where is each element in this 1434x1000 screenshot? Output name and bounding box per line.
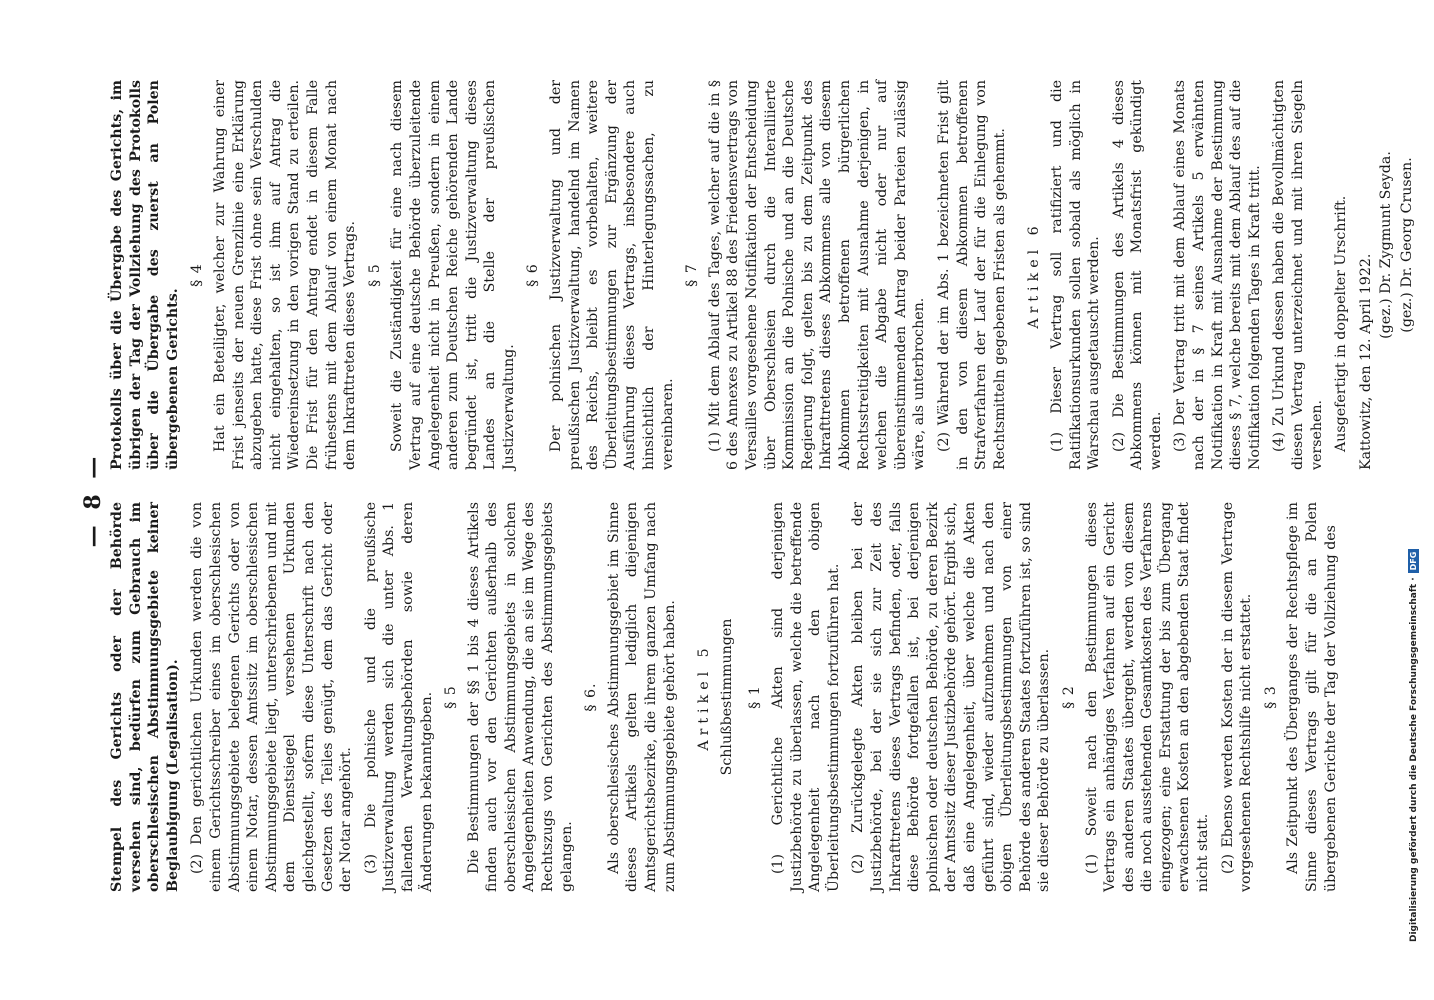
- section-heading: § 3: [1262, 685, 1279, 709]
- page-number: — 8 —: [80, 452, 106, 548]
- dfg-logo-badge: DFG: [1408, 549, 1419, 574]
- paragraph: Soweit die Zuständigkeit für eine nach diesem Vertrag auf eine deutsche Behörde überzuleitende Angelegenheit nicht in Preußen, sondern in einem anderen zum Deutschen Reiche gehörenden Lande begründet ist, tritt die Justizverwaltung dieses Landes an die Stelle der preußischen Justizverwaltung.: [389, 80, 517, 470]
- paragraph: (2) Zurückgelegte Akten bleiben bei der Justizbehörde, bei der sie sich zur Zeit des Inkrafttretens dieses Vertrags befinden, oder, falls diese Behörde fortgefallen ist, bei derjenigen polnischen oder deutschen Behörde, zu deren Bezirk der Amtssitz dieser Justizbehörde gehört. Ergibt sich, daß eine Angelegenheit, über welche die Akten geführt sind, wieder aufzunehmen und nach den obigen Überleitungsbestimmungen von einer Behörde des anderen Staates fortzuführen ist, so sind sie dieser Behörde zu überlassen.: [850, 502, 1053, 892]
- paragraph: (3) Der Vertrag tritt mit dem Ablauf eines Monats nach der in § 7 seines Artikels 5 erwähnten Notifikation in Kraft mit Ausnahme der Bestimmung dieses § 7, welche bereits mit dem Ablauf des auf die Notifikation folgenden Tages in Kraft tritt.: [1172, 80, 1263, 470]
- place-date: Kattowitz, den 12. April 1922.: [1357, 253, 1374, 470]
- signature-seyda: (gez.) Dr. Zygmunt Seyda.: [1378, 151, 1395, 339]
- section-heading: § 2: [1060, 685, 1077, 709]
- paragraph: (1) Gerichtliche Akten sind derjenigen Justizbehörde zu überlassen, welche die betreffende Angelegenheit nach den obigen Überleitungsbestimmungen fortzuführen hat.: [770, 502, 842, 892]
- paragraph: (3) Die polnische und die preußische Justizverwaltung werden sich die unter Abs. 1 fallenden Verwaltungsbehörden sowie deren Änderungen bekanntgeben.: [362, 502, 435, 892]
- article-subheading: Schlußbestimmungen: [718, 618, 735, 776]
- paragraph: (1) Mit dem Ablauf des Tages, welcher auf die in § 6 des Annexes zu Artikel 88 des Friedensvertrags von Versailles vorgesehene Notifikation der Entscheidung über Oberschlesien durch die Interalliierte Kommission an die Polnische und an die Deutsche Regierung folgt, gelten bis zu dem Zeitpunkt des Inkrafttretens dieses Abkommens alle von diesem Abkommen betroffenen bürgerlichen Rechtsstreitigkeiten mit Ausnahme derjenigen, in welchen die Abgabe nicht oder nur auf übereinstimmenden Antrag beider Parteien zulässig wäre, als unterbrochen.: [706, 80, 928, 470]
- paragraph: Hat ein Beteiligter, welcher zur Wahrung einer Frist jenseits der neuen Grenzlinie eine Erklärung abzugeben hatte, diese Frist ohne sein Verschulden nicht eingehalten, so ist ihm auf Antrag die Wiedereinsetzung in den vorigen Stand zu erteilen. Die Frist für den Antrag endet in diesem Falle frühestens mit dem Ablauf von einem Monat nach dem Inkrafttreten dieses Vertrags.: [211, 80, 359, 470]
- digitization-note-text: Digitalisierung gefördert durch die Deutsche Forschungsgemeinschaft ·: [1409, 577, 1419, 942]
- paragraph: (2) Ebenso werden Kosten der in diesem Vertrage vorgesehenen Rechtshilfe nicht erstattet.: [1219, 502, 1255, 892]
- section-heading: § 5: [443, 685, 460, 709]
- paragraph: (2) Die Bestimmungen des Artikels 4 dieses Abkommens können mit Monatsfrist gekündigt werden.: [1110, 80, 1164, 470]
- section-heading: § 6: [525, 263, 542, 287]
- right-column: [108, 80, 1415, 470]
- paragraph: (4) Zu Urkund dessen haben die Bevollmächtigten diesen Vertrag unterzeichnet und mit ihren Siegeln versehen.: [1271, 80, 1325, 470]
- left-column: [108, 502, 1339, 892]
- paragraph: Die Bestimmungen der §§ 1 bis 4 dieses Artikels finden auch vor den Gerichten außerhalb des oberschlesischen Abstimmungsgebiets in solchen Angelegenheiten Anwendung, die an sie im Wege des Rechtszugs von Gerichten des Abstimmungsgebiets gelangen.: [465, 502, 575, 892]
- paragraph: Protokolls über die Übergabe des Gerichts, im übrigen der Tag der Vollziehung des Protokolls über die Übergabe des zuerst an Polen übergebenen Gerichts.: [109, 80, 181, 470]
- execution-note: Ausgefertigt in doppelter Urschrift.: [1333, 195, 1350, 452]
- section-heading: § 7: [684, 263, 701, 287]
- digitization-note: [1408, 42, 1419, 942]
- paragraph: Als oberschlesisches Abstimmungsgebiet im Sinne dieses Artikels gelten lediglich diejenigen Amtsgerichtsbezirke, die ihrem ganzen Umfang nach zum Abstimmungsgebiete gehört haben.: [605, 502, 678, 892]
- paragraph: Der polnischen Justizverwaltung und der preußischen Justizverwaltung, handelnd im Namen des Reichs, bleibt es vorbehalten, weitere Überleitungsbestimmungen zur Ergänzung der Ausführung dieses Vertrags, insbesondere auch hinsichtlich der Hinterlegungssachen, zu vereinbaren.: [548, 80, 676, 470]
- section-heading: § 4: [189, 263, 206, 287]
- section-heading: § 5: [366, 263, 383, 287]
- section-heading: § 1: [747, 685, 764, 709]
- signature-crusen: (gez.) Dr. Georg Crusen.: [1399, 157, 1415, 333]
- paragraph: Stempel des Gerichts oder der Behörde versehen sind, bedürfen zum Gebrauch im oberschlesischen Abstimmungsgebiete keiner Beglaubigung (Legalisation).: [109, 502, 181, 892]
- paragraph: Als Zeitpunkt des Überganges der Rechtspflege im Sinne dieses Vertrags gilt für die an Polen übergebenen Gerichte der Tag der Vollziehung des: [1285, 502, 1339, 892]
- paragraph: (1) Dieser Vertrag soll ratifiziert und die Ratifikationsurkunden sollen sobald als möglich in Warschau ausgetauscht werden.: [1048, 80, 1103, 470]
- paragraph: (2) Den gerichtlichen Urkunden werden die von einem Gerichtsschreiber eines im oberschlesischen Abstimmungsgebiete belegenen Gerichts oder von einem Notar, dessen Amtssitz im oberschlesischen Abstimmungsgebiete liegt, unterschriebenen und mit dem Dienstsiegel versehenen Urkunden gleichgestellt, sofern diese Unterschrift nach den Gesetzen des Teiles genügt, dem das Gericht oder der Notar angehört.: [189, 502, 355, 892]
- paragraph: (2) Während der im Abs. 1 bezeichneten Frist gilt in den von diesem Abkommen betroffenen Strafverfahren der Lauf der für die Einlegung von Rechtsmitteln gegebenen Fristen als gehemmt.: [935, 80, 1008, 470]
- paragraph: (1) Soweit nach den Bestimmungen dieses Vertrags ein anhängiges Verfahren auf ein Gericht des anderen Staates übergeht, werden von diesem die noch ausstehenden Gesamtkosten des Verfahrens eingezogen; eine Erstattung der bis zum Übergang erwachsenen Kosten an den abgebenden Staat findet nicht statt.: [1083, 502, 1212, 892]
- section-heading: § 6.: [583, 682, 600, 712]
- article-heading: Artikel 6: [1026, 221, 1043, 329]
- article-heading: Artikel 5: [696, 643, 713, 751]
